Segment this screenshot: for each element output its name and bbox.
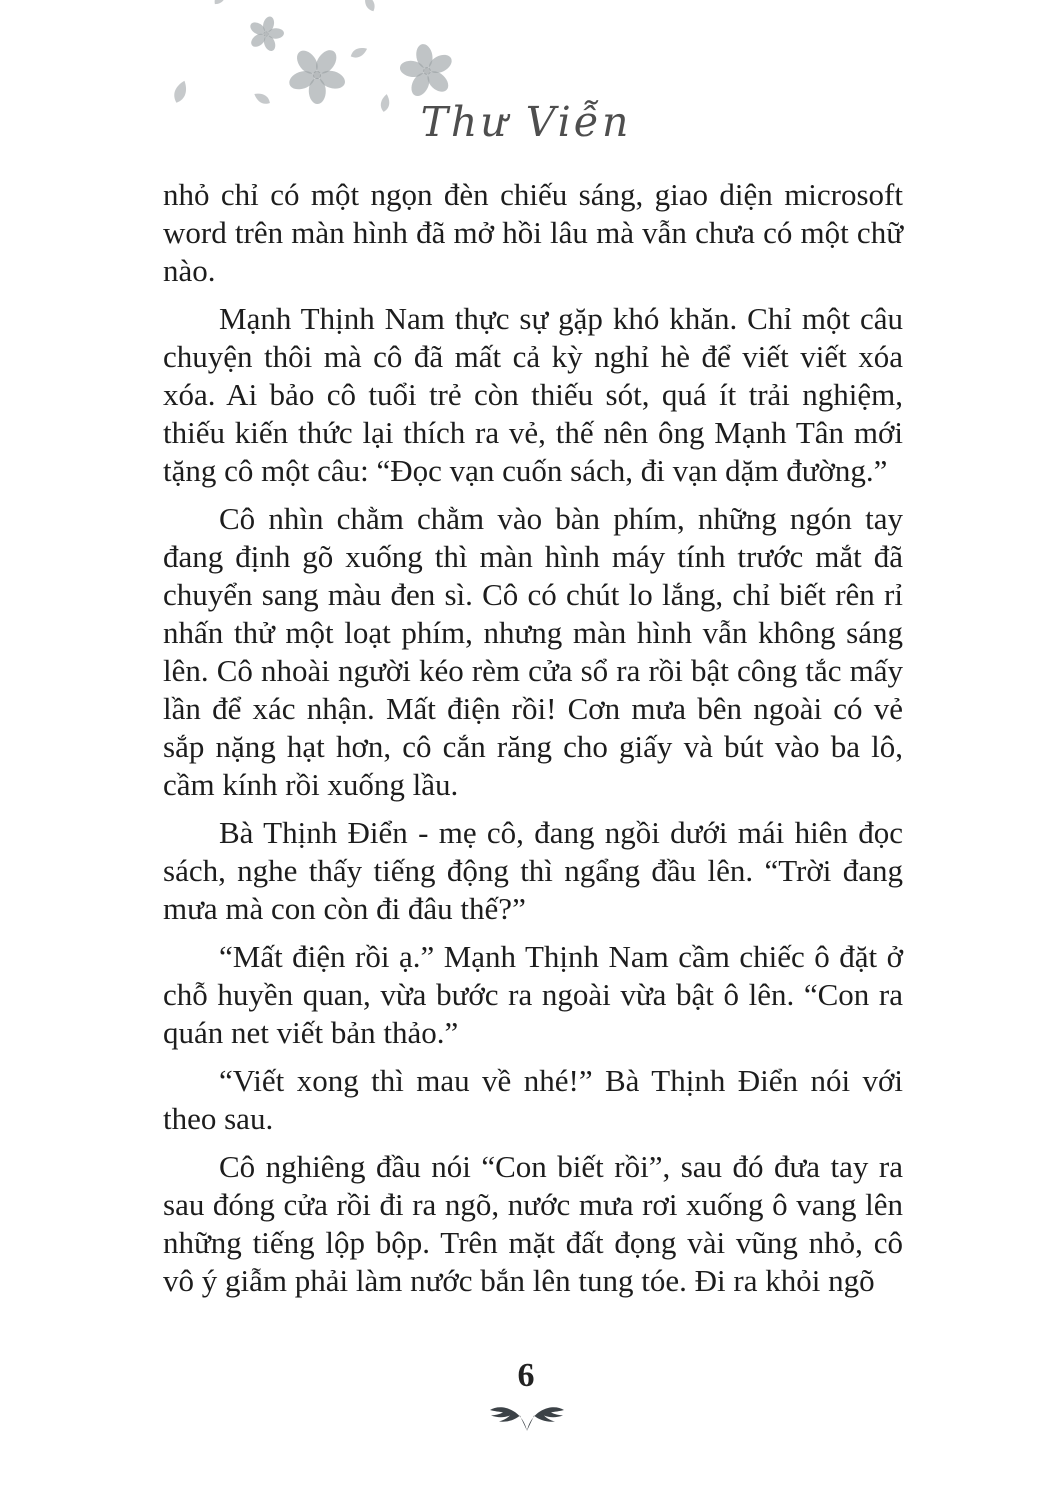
paragraph: Cô nhìn chằm chằm vào bàn phím, những ngón tay đang định gõ xuống thì màn hình máy tính trước mắt đã chuyển sang màu đen sì. Cô có chút lo lắng, chỉ biết rên rỉ nhấn thử một loạt phím, nhưng màn hình vẫn không sáng lên. Cô nhoài người kéo rèm cửa sổ ra rồi bật công tắc mấy lần để xác nhận. Mất điện rồi! Cơn mưa bên ngoài có vẻ sắp nặng hạt hơn, cô cắn răng cho giấy và bút vào ba lô, cầm kính rồi xuống lầu. [163,501,903,802]
paragraph: nhỏ chỉ có một ngọn đèn chiếu sáng, giao diện microsoft word trên màn hình đã mở hồi lâu mà vẫn chưa có một chữ nào. [163,177,903,288]
paragraph: Mạnh Thịnh Nam thực sự gặp khó khăn. Chỉ một câu chuyện thôi mà cô đã mất cả kỳ nghỉ hè để viết viết xóa xóa. Ai bảo cô tuổi trẻ còn thiếu sót, quá ít trải nghiệm, thiếu kiến thức lại thích ra vẻ, thế nên ông Mạnh Tân mới tặng cô một câu: “Đọc vạn cuốn sách, đi vạn dặm đường.” [163,301,903,488]
page-number: 6 [517,1357,535,1394]
page-header-title: Thư Viễn [420,98,632,146]
paragraph: “Mất điện rồi ạ.” Mạnh Thịnh Nam cầm chiếc ô đặt ở chỗ huyền quan, vừa bước ra ngoài vừa bật ô lên. “Con ra quán net viết bản thảo.” [163,939,903,1050]
body-text [163,176,903,1310]
paragraph: Bà Thịnh Điển - mẹ cô, đang ngồi dưới mái hiên đọc sách, nghe thấy tiếng động thì ngẩng đầu lên. “Trời đang mưa mà con còn đi đâu thế?” [163,815,903,926]
paragraph: “Viết xong thì mau về nhé!” Bà Thịnh Điển nói với theo sau. [163,1063,903,1136]
wing-flourish-icon [490,1399,564,1433]
paragraph: Cô nghiêng đầu nói “Con biết rồi”, sau đó đưa tay ra sau đóng cửa rồi đi ra ngõ, nước mưa rơi xuống ô vang lên những tiếng lộp bộp. Trên mặt đất đọng vài vũng nhỏ, cô vô ý giẫm phải làm nước bắn lên tung tóe. Đi ra khỏi ngõ [163,1149,903,1298]
